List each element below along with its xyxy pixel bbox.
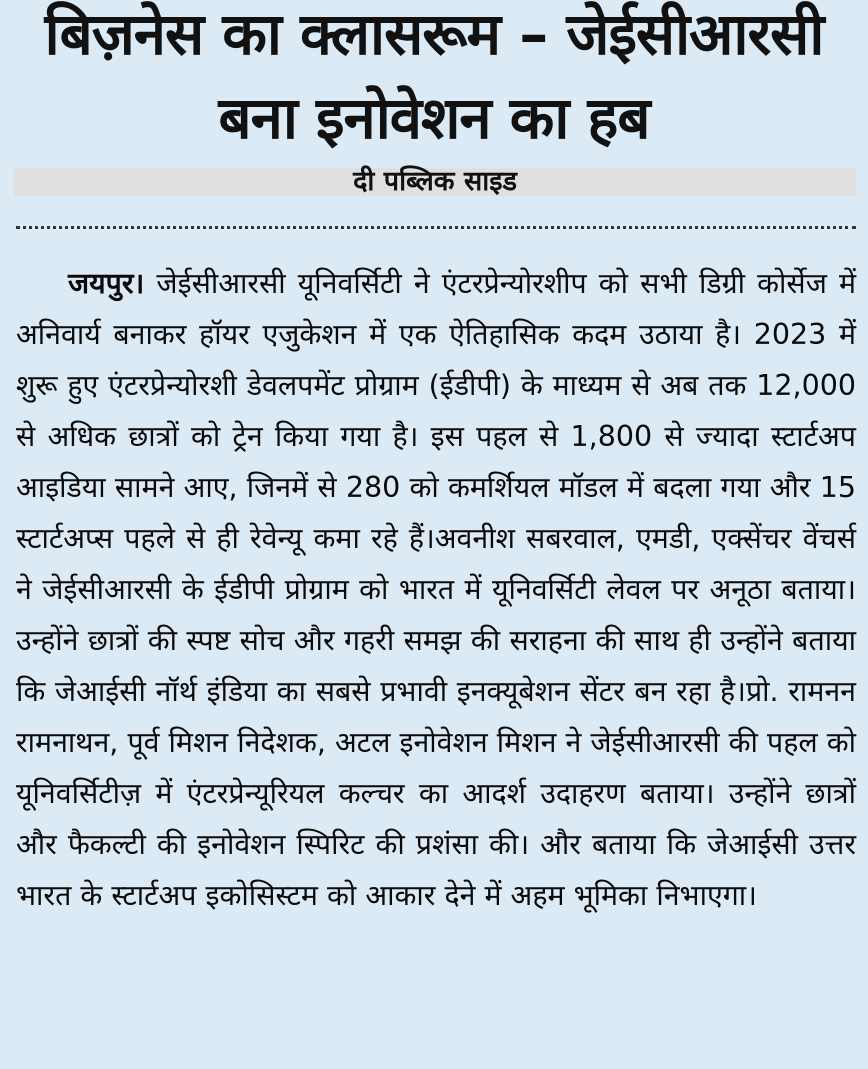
headline bbox=[0, 0, 868, 160]
dateline: जयपुर। bbox=[68, 267, 145, 300]
headline-line-2: बना इनोवेशन का हब bbox=[218, 84, 650, 152]
headline-line-1: बिज़नेस का क्लासरूम – जेईसीआरसी bbox=[44, 0, 824, 68]
source-byline: दी पब्लिक साइड bbox=[14, 168, 856, 196]
article-body bbox=[16, 258, 856, 921]
dotted-divider bbox=[16, 226, 856, 229]
article-body-text: जेईसीआरसी यूनिवर्सिटी ने एंटरप्रेन्योरशीप को सभी डिग्री कोर्सेज में अनिवार्य बनाकर हॉयर एजुकेशन में एक ऐतिहासिक कदम उठाया है। 2023 में शुरू हुए एंटरप्रेन्योरशी डेवलपमेंट प्रोग्राम (ईडीपी) के माध्यम से अब तक 12,000 से अधिक छात्रों को ट्रेन किया गया है। इस पहल से 1,800 से ज्यादा स्टार्टअप आइडिया सामने आए, जिनमें से 280 को कमर्शियल मॉडल में बदला गया और 15 स्टार्टअप्स पहले से ही रेवेन्यू कमा रहे हैं।अवनीश सबरवाल, एमडी, एक्सेंचर वेंचर्स ने जेईसीआरसी के ईडीपी प्रोग्राम को भारत में यूनिवर्सिटी लेवल पर अनूठा बताया। उन्होंने छात्रों की स्पष्ट सोच और गहरी समझ की सराहना की साथ ही उन्होंने बताया कि जेआईसी नॉर्थ इंडिया का सबसे प्रभावी इनक्यूबेशन सेंटर बन रहा है।प्रो. रामनन रामनाथन, पूर्व मिशन निदेशक, अटल इनोवेशन मिशन ने जेईसीआरसी की पहल को यूनिवर्सिटीज़ में एंटरप्रेन्यूरियल कल्चर का आदर्श उदाहरण बताया। उन्होंने छात्रों और फैकल्टी की इनोवेशन स्पिरिट की प्रशंसा की। और बताया कि जेआईसी उत्तर भारत के स्टार्टअप इकोसिस्टम को आकार देने में अहम भूमिका निभाएगा। bbox=[16, 267, 856, 912]
